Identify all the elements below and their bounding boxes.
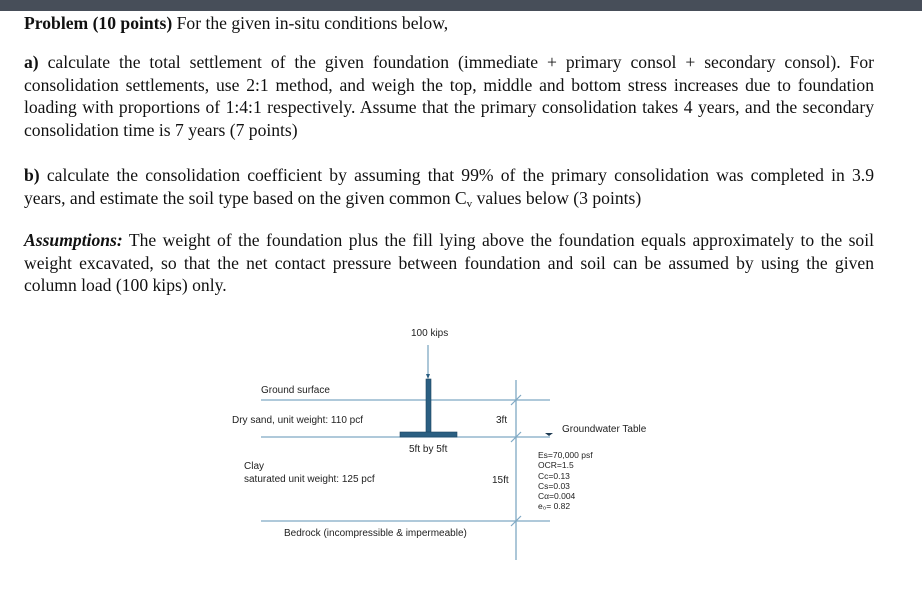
- clay-properties: [538, 450, 593, 512]
- part-b-label: b): [24, 165, 40, 185]
- dimension-15ft: 15ft: [492, 475, 509, 486]
- groundwater-label: Groundwater Table: [562, 424, 647, 435]
- part-b-paragraph: [24, 164, 874, 215]
- property-cc: Cc=0.13: [538, 470, 570, 481]
- assumptions-label: Assumptions:: [24, 230, 123, 250]
- tick-mark-middle: [511, 432, 521, 442]
- cv-subscript: v: [466, 197, 473, 210]
- footing-base: [400, 432, 457, 437]
- clay-label: Clay: [244, 461, 265, 472]
- sand-layer-label: Dry sand, unit weight: 110 pcf: [232, 415, 363, 426]
- part-a-paragraph: [24, 51, 874, 141]
- tick-mark-top: [511, 395, 521, 405]
- part-b-text: calculate the consolidation coefficient by assuming that 99% of the primary consolidation was completed in 3.9 years, and estimate the soil type based on the given common C: [24, 165, 874, 208]
- load-label: 100 kips: [411, 328, 449, 339]
- clay-unit-weight-label: saturated unit weight: 125 pcf: [244, 474, 375, 485]
- problem-title: [24, 12, 874, 35]
- part-a-text: calculate the total settlement of the given foundation (immediate + primary consol + secondary consol). For consolidation settlements, use 2:1 method, and weigh the top, middle and bottom stress increases due to foundation loading with proportions of 1:4:1 respectively. Assume that the primary consolidation takes 4 years, and the secondary consolidation time is 7 years (7 points): [24, 52, 874, 140]
- footing-column: [426, 379, 431, 434]
- part-a-label: a): [24, 52, 39, 72]
- assumptions-paragraph: [24, 229, 874, 297]
- problem-title-bold: Problem (10 points): [24, 13, 173, 33]
- property-calpha: Cα=0.004: [538, 491, 576, 502]
- problem-title-text: For the given in-situ conditions below,: [172, 13, 449, 33]
- footing-size-label: 5ft by 5ft: [409, 444, 448, 455]
- load-arrow-head-icon: [426, 374, 430, 379]
- window-title-bar: [0, 0, 922, 11]
- property-e0: e₀= 0.82: [538, 501, 571, 512]
- ground-surface-label: Ground surface: [261, 385, 330, 396]
- property-cs: Cs=0.03: [538, 480, 570, 491]
- bedrock-label: Bedrock (incompressible & impermeable): [284, 528, 467, 539]
- property-es: Es=70,000 psf: [538, 450, 593, 460]
- assumptions-text: The weight of the foundation plus the fill lying above the foundation equals approximately to the soil weight excavated, so that the net contact pressure between foundation and soil can be assumed by using the given column load (100 kips) only.: [24, 230, 874, 295]
- dimension-3ft: 3ft: [496, 415, 508, 426]
- tick-mark-bottom: [511, 516, 521, 526]
- part-b-text-end: values below (3 points): [472, 187, 642, 208]
- property-ocr: OCR=1.5: [538, 460, 574, 471]
- water-table-marker-icon: [545, 433, 553, 436]
